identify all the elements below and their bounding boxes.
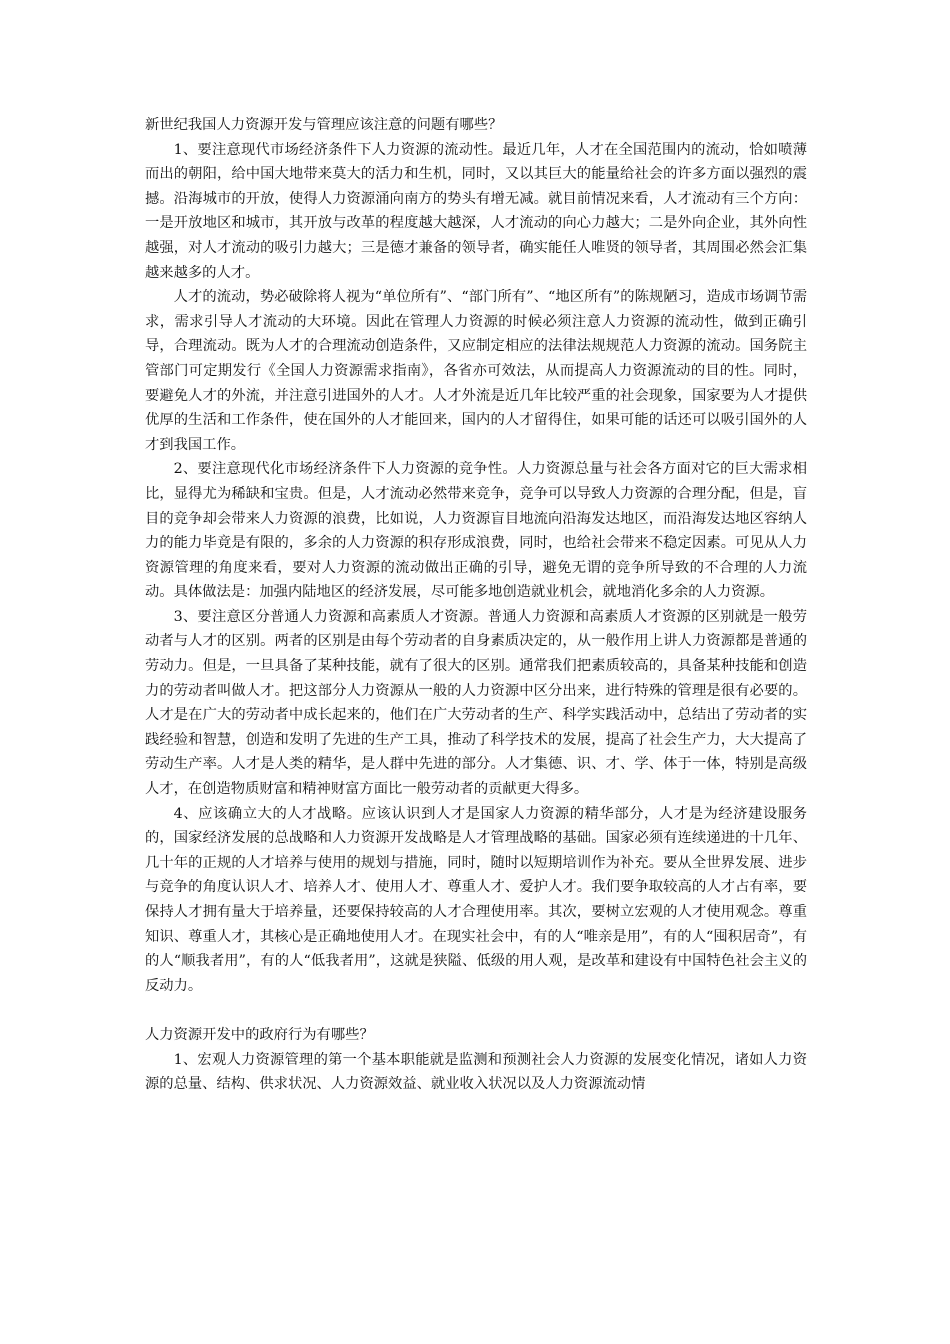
section-1-paragraph-4: 3、要注意区分普通人力资源和高素质人才资源。普通人力资源和高素质人才资源的区别就是一般劳动者与人才的区别。两者的区别是由每个劳动者的自身素质决定的，从一般作用上讲人力资源都是普通的劳动力。但是，一旦具备了某种技能，就有了很大的区别。通常我们把素质较高的，具备某种技能和创造力的劳动者叫做人才。把这部分人力资源从一般的人力资源中区分出来，进行特殊的管理是很有必要的。人才是在广大的劳动者中成长起来的，他们在广大劳动者的生产、科学实践活动中，总结出了劳动者的实践经验和智慧，创造和发明了先进的生产工具，推动了科学技术的发展，提高了社会生产力，大大提高了劳动生产率。人才是人类的精华，是人群中先进的部分。人才集德、识、才、学、体于一体，特别是高级人才，在创造物质财富和精神财富方面比一般劳动者的贡献更大得多。: [145, 608, 807, 798]
section-1-paragraph-2: 人才的流动，势必破除将人视为“单位所有”、“部门所有”、“地区所有”的陈规陋习，造成市场调节需求，需求引导人才流动的大环境。因此在管理人力资源的时候必须注意人力资源的流动性，做到正确引导，合理流动。既为人才的合理流动创造条件，又应制定相应的法律法规规范人力资源的流动。国务院主管部门可定期发行《全国人力资源需求指南》，各省亦可效法，从而提高人力资源流动的目的性。同时，要避免人才的外流，并注意引进国外的人才。人才外流是近几年比较严重的社会现象，国家要为人才提供优厚的生活和工作条件，使在国外的人才能回来，国内的人才留得住，如果可能的话还可以吸引国外的人才到我国工作。: [145, 289, 807, 453]
section-2-paragraph-1: 1、宏观人力资源管理的第一个基本职能就是监测和预测社会人力资源的发展变化情况，诸如人力资源的总量、结构、供求状况、人力资源效益、就业收入状况以及人力资源流动情: [145, 1051, 807, 1093]
section-1-title: 新世纪我国人力资源开发与管理应该注意的问题有哪些？: [145, 117, 503, 133]
section-1-paragraph-3: 2、要注意现代化市场经济条件下人力资源的竞争性。人力资源总量与社会各方面对它的巨大需求相比，显得尤为稀缺和宝贵。但是，人才流动必然带来竞争，竞争可以导致人力资源的合理分配，但是，盲目的竞争却会带来人力资源的浪费，比如说，人力资源盲目地流向沿海发达地区，而沿海发达地区容纳人力的能力毕竟是有限的，多余的人力资源的积存形成浪费，同时，也给社会带来不稳定因素。可见从人力资源管理的角度来看，要对人力资源的流动做出正确的引导，避免无谓的竞争所导致的不合理的人力流动。具体做法是：加强内陆地区的经济发展，尽可能多地创造就业机会，就地消化多余的人力资源。: [145, 461, 807, 601]
section-1-paragraph-5: 4、应该确立大的人才战略。应该认识到人才是国家人力资源的精华部分，人才是为经济建设服务的，国家经济发展的总战略和人力资源开发战略是人才管理战略的基础。国家必须有连续递进的十几年、几十年的正规的人才培养与使用的规划与措施，同时，随时以短期培训作为补充。要从全世界发展、进步与竞争的角度认识人才、培养人才、使用人才、尊重人才、爱护人才。我们要争取较高的人才占有率，要保持人才拥有量大于培养量，还要保持较高的人才合理使用率。其次，要树立宏观的人才使用观念。尊重知识、尊重人才，其核心是正确地使用人才。在现实社会中，有的人“唯亲是用”，有的人“囤积居奇”，有的人“顺我者用”，有的人“低我者用”，这就是狭隘、低级的用人观，是改革和建设有中国特色社会主义的反动力。: [145, 805, 807, 994]
section-1-paragraph-1: 1、要注意现代市场经济条件下人力资源的流动性。最近几年，人才在全国范围内的流动，恰如喷薄而出的朝阳，给中国大地带来莫大的活力和生机，同时，又以其巨大的能量给社会的许多方面以强烈的震撼。沿海城市的开放，使得人力资源涌向南方的势头有增无减。就目前情况来看，人才流动有三个方向：一是开放地区和城市，其开放与改革的程度越大越深，人才流动的向心力越大；二是外向企业，其外向性越强，对人才流动的吸引力越大；三是德才兼备的领导者，确实能任人唯贤的领导者，其周围必然会汇集越来越多的人才。: [145, 141, 807, 281]
section-spacer: [145, 998, 807, 1023]
section-2-title: 人力资源开发中的政府行为有哪些？: [145, 1026, 374, 1043]
document-page: [145, 113, 807, 1097]
